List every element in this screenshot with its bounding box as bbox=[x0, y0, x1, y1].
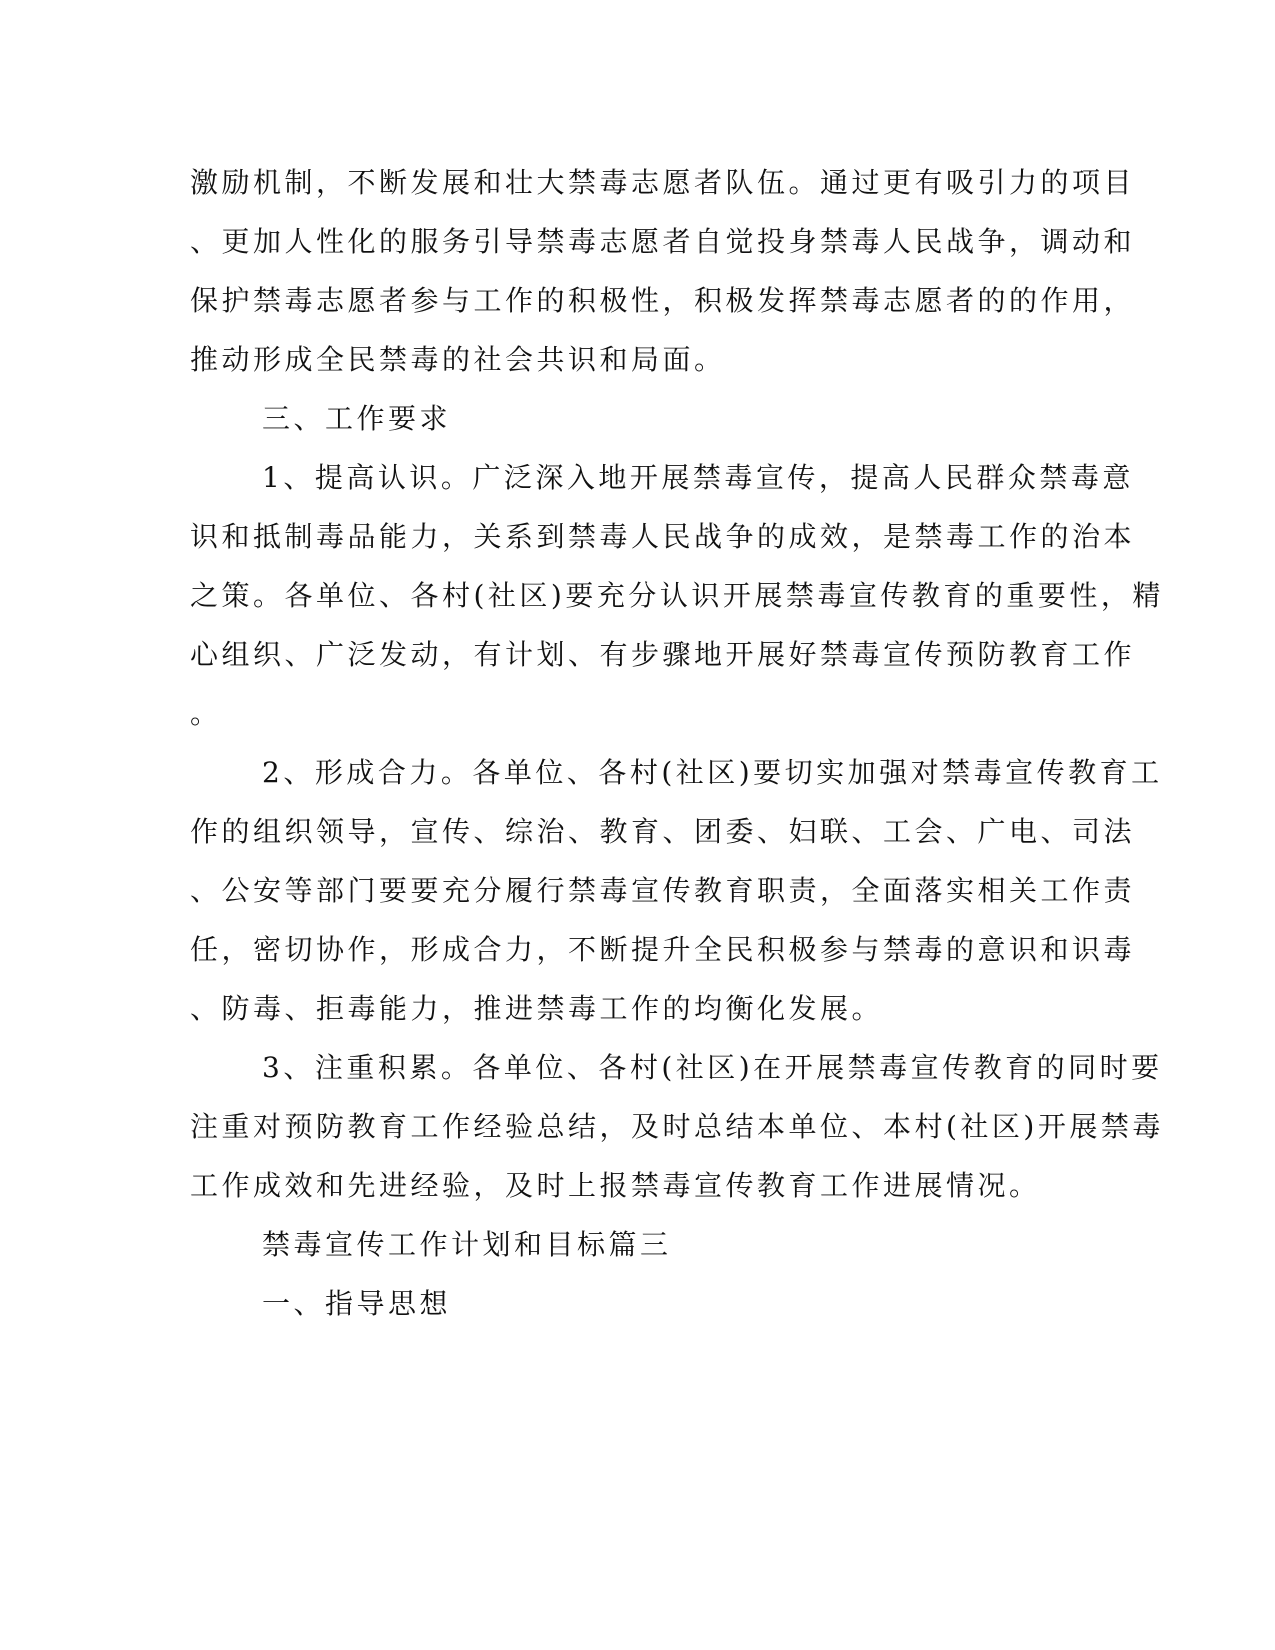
paragraph-line: 作的组织领导，宣传、综治、教育、团委、妇联、工会、广电、司法 bbox=[190, 815, 1136, 848]
section-heading: 三、工作要求 bbox=[262, 402, 452, 435]
paragraph-line: 、公安等部门要要充分履行禁毒宣传教育职责，全面落实相关工作责 bbox=[190, 874, 1136, 907]
paragraph-line: 、更加人性化的服务引导禁毒志愿者自觉投身禁毒人民战争，调动和 bbox=[190, 225, 1136, 258]
section-title: 禁毒宣传工作计划和目标篇三 bbox=[262, 1228, 672, 1261]
paragraph-line: 、防毒、拒毒能力，推进禁毒工作的均衡化发展。 bbox=[190, 992, 884, 1025]
paragraph-line: 激励机制，不断发展和壮大禁毒志愿者队伍。通过更有吸引力的项目 bbox=[190, 166, 1136, 199]
paragraph-line: 注重对预防教育工作经验总结，及时总结本单位、本村(社区)开展禁毒 bbox=[190, 1110, 1164, 1143]
paragraph-line: 识和抵制毒品能力，关系到禁毒人民战争的成效，是禁毒工作的治本 bbox=[190, 520, 1136, 553]
paragraph-line: 之策。各单位、各村(社区)要充分认识开展禁毒宣传教育的重要性，精 bbox=[190, 579, 1164, 612]
paragraph-line: 2、形成合力。各单位、各村(社区)要切实加强对禁毒宣传教育工 bbox=[262, 756, 1163, 789]
paragraph-line: 。 bbox=[190, 697, 222, 730]
paragraph-line: 任，密切协作，形成合力，不断提升全民积极参与禁毒的意识和识毒 bbox=[190, 933, 1136, 966]
paragraph-line: 保护禁毒志愿者参与工作的积极性，积极发挥禁毒志愿者的的作用， bbox=[190, 284, 1136, 317]
paragraph-line: 3、注重积累。各单位、各村(社区)在开展禁毒宣传教育的同时要 bbox=[262, 1051, 1163, 1084]
paragraph-line: 推动形成全民禁毒的社会共识和局面。 bbox=[190, 343, 726, 376]
section-heading: 一、指导思想 bbox=[262, 1287, 452, 1320]
paragraph-line: 1、提高认识。广泛深入地开展禁毒宣传，提高人民群众禁毒意 bbox=[262, 461, 1134, 494]
paragraph-line: 工作成效和先进经验，及时上报禁毒宣传教育工作进展情况。 bbox=[190, 1169, 1041, 1202]
paragraph-line: 心组织、广泛发动，有计划、有步骤地开展好禁毒宣传预防教育工作 bbox=[190, 638, 1136, 671]
